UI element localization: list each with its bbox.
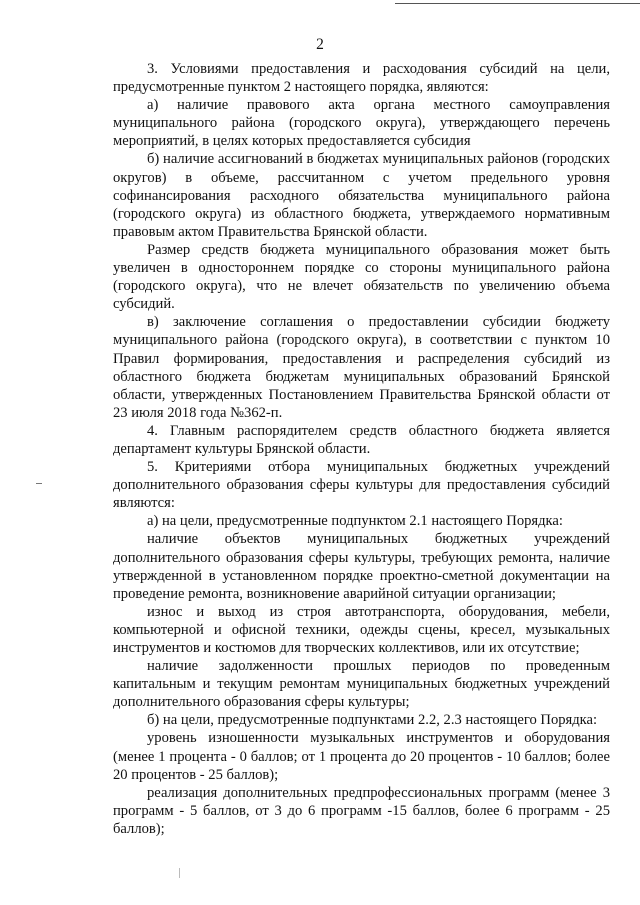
criterion-repair-objects: наличие объектов муниципальных бюджетных учреждений дополнительного образования сферы культуры, требующих ремонта, наличие утвержденной в установленном порядке проектно-сметной документации на проведение ремонта, возникновение аварийной ситуации организации; [113, 531, 610, 602]
paragraph-budget-size: Размер средств бюджета муниципального образования может быть увеличен в одностороннем порядке со стороны муниципального района (городского округа), что не влечет обязательств по увеличению объема субсидий. [113, 241, 610, 313]
scan-mark-left [36, 483, 42, 484]
paragraph-3: 3. Условиями предоставления и расходования субсидий на цели, предусмотренные пунктом 2 настоящего порядка, являются: [113, 61, 610, 96]
page-number: 2 [316, 36, 324, 53]
paragraph-5b: б) на цели, предусмотренные подпунктами 2.2, 2.3 настоящего Порядка: [147, 712, 598, 729]
document-body [113, 60, 610, 838]
criterion-debt: наличие задолженности прошлых периодов по проведенным капитальным и текущим ремонтам муниципальных бюджетных учреждений дополнительного образования сферы культуры; [113, 658, 610, 711]
scan-mark-bottom [179, 868, 180, 878]
criterion-equipment-wear: износ и выход из строя автотранспорта, оборудования, мебели, компьютерной и офисной техники, одежды сцены, кресел, музыкальных инструментов и костюмов для творческих коллективов, или их отсутствие; [113, 603, 610, 656]
paragraph-3b: б) наличие ассигнований в бюджетах муниципальных районов (городских округов) в объеме, рассчитанном с учетом предельного уровня софинансирования расходного обязательства муниципального района (городского округа) из областного бюджета, утверждаемого нормативным правовым актом Правительства Брянской области. [113, 151, 610, 240]
paragraph-3a: а) наличие правового акта органа местного самоуправления муниципального района (городского округа), утверждающего перечень мероприятий, в целях которых предоставляется субсидия [113, 97, 610, 150]
paragraph-5a: а) на цели, предусмотренные подпунктом 2.1 настоящего Порядка: [147, 513, 563, 530]
paragraph-5: 5. Критериями отбора муниципальных бюджетных учреждений дополнительного образования сферы культуры для предоставления субсидий являются: [113, 459, 610, 512]
paragraph-4: 4. Главным распорядителем средств областного бюджета является департамент культуры Брянской области. [113, 422, 610, 457]
criterion-programs: реализация дополнительных предпрофессиональных программ (менее 3 программ - 5 баллов, от 3 до 6 программ -15 баллов, более 6 программ - 25 баллов); [113, 784, 610, 837]
criterion-instrument-wear: уровень изношенности музыкальных инструментов и оборудования (менее 1 процента - 0 баллов; от 1 процента до 20 процентов - 10 баллов; более 20 процентов - 25 баллов); [113, 730, 610, 783]
paragraph-3v: в) заключение соглашения о предоставлении субсидии бюджету муниципального района (городского округа), в соответствии с пунктом 10 Правил формирования, предоставления и распределения субсидий из областного бюджета бюджетам муниципальных образований Брянской области, утвержденных Постановлением Правительства Брянской области от 23 июля 2018 года №362-п. [113, 314, 610, 421]
scan-edge-line [395, 3, 640, 4]
